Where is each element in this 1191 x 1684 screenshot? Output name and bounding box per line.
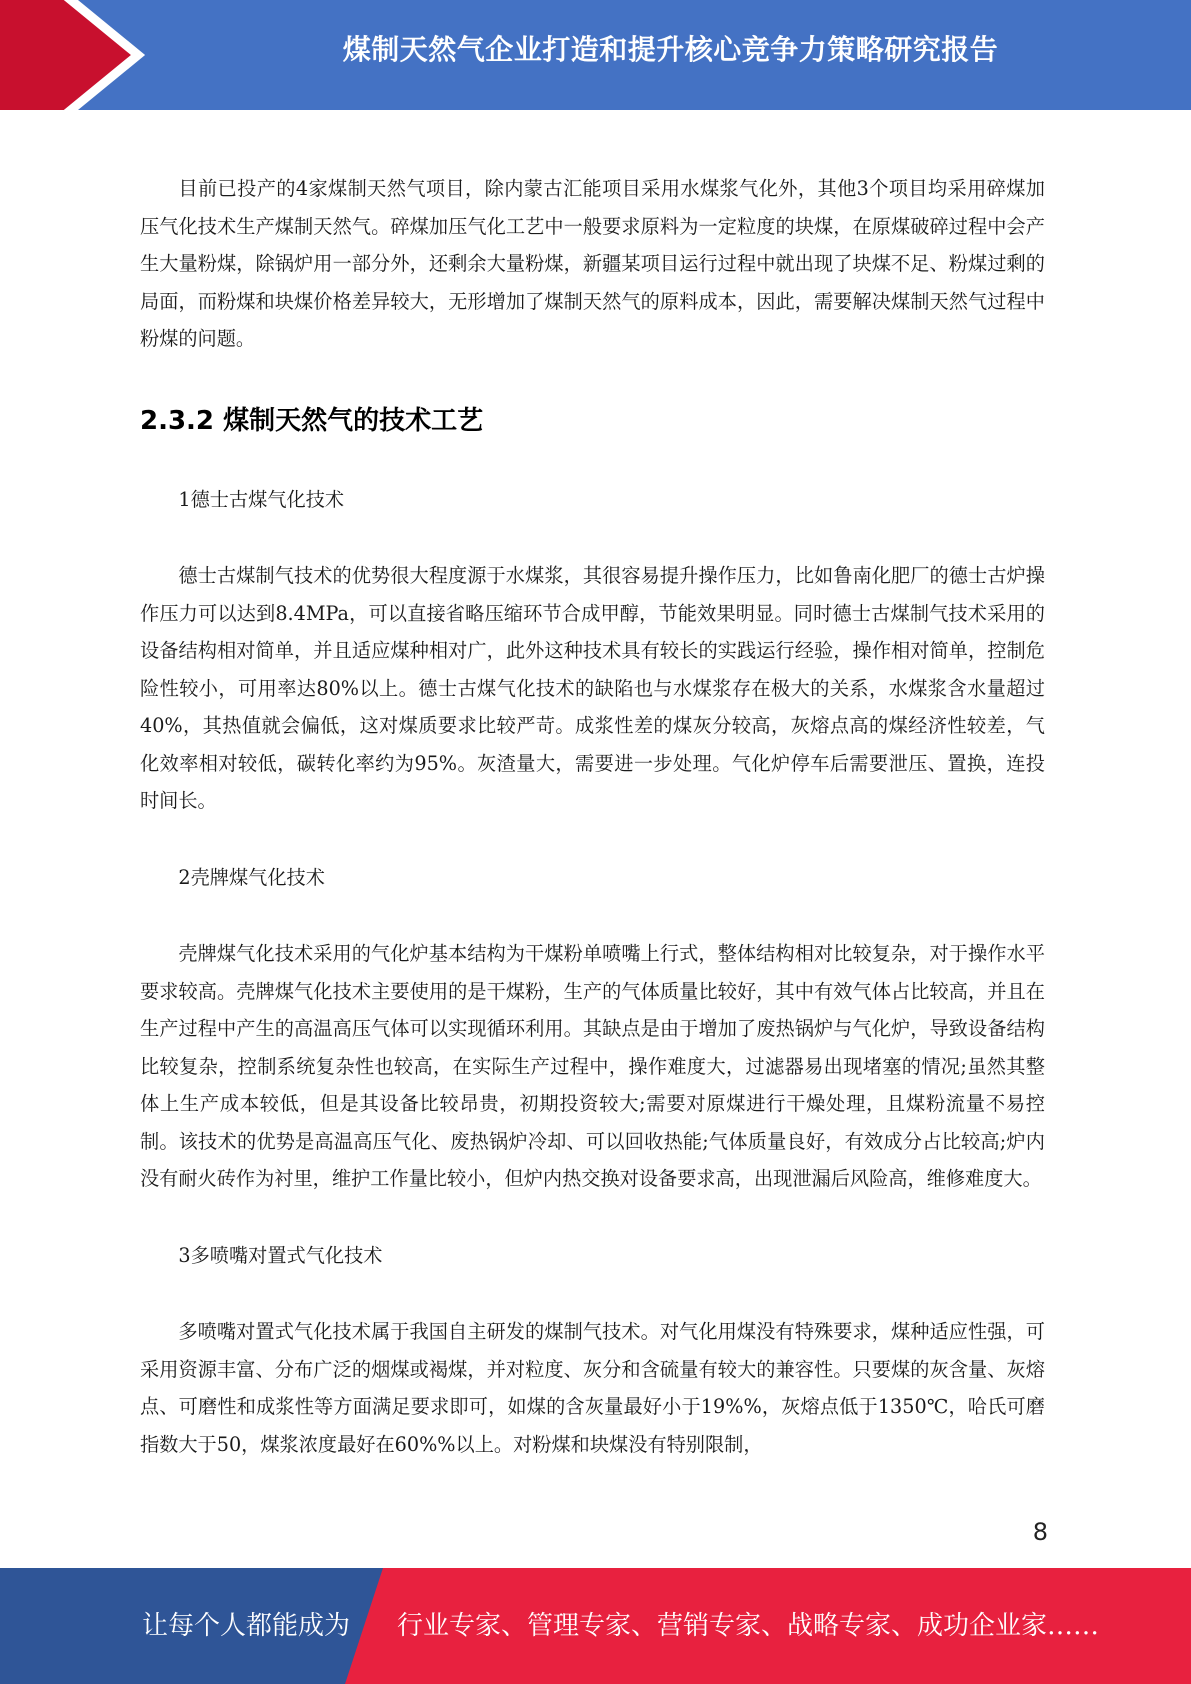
subsection-title-texaco: 1德士古煤气化技术 [178, 487, 345, 511]
subsection-body-multi-nozzle: 多喷嘴对置式气化技术属于我国自主研发的煤制气技术。对气化用煤没有特殊要求，煤种适应性强，可采用资源丰富、分布广泛的烟煤或褐煤，并对粒度、灰分和含硫量有较大的兼容性。只要煤的灰含量、灰熔点、可磨性和成浆性等方面满足要求即可，如煤的含灰量最好小于19%%，灰熔点低于1350℃，哈氏可磨指数大于50，煤浆浓度最好在60%%以上。对粉煤和块煤没有特别限制， [140, 1320, 1045, 1456]
subsection-body-texaco: 德士古煤制气技术的优势很大程度源于水煤浆，其很容易提升操作压力，比如鲁南化肥厂的德士古炉操作压力可以达到8.4MPa，可以直接省略压缩环节合成甲醇，节能效果明显。同时德士古煤制气技术采用的设备结构相对简单，并且适应煤种相对广，此外这种技术具有较长的实践运行经验，操作相对简单，控制危险性较小，可用率达80%以上。德士古煤气化技术的缺陷也与水煤浆存在极大的关系，水煤浆含水量超过40%，其热值就会偏低，这对煤质要求比较严苛。成浆性差的煤灰分较高，灰熔点高的煤经济性较差，气化效率相对较低，碳转化率约为95%。灰渣量大，需要进一步处理。气化炉停车后需要泄压、置换，连投时间长。 [140, 564, 1045, 812]
subsection-body-shell: 壳牌煤气化技术采用的气化炉基本结构为干煤粉单喷嘴上行式，整体结构相对比较复杂，对于操作水平要求较高。壳牌煤气化技术主要使用的是干煤粉，生产的气体质量比较好，其中有效气体占比较高，并且在生产过程中产生的高温高压气体可以实现循环利用。其缺点是由于增加了废热锅炉与气化炉，导致设备结构比较复杂，控制系统复杂性也较高，在实际生产过程中，操作难度大，过滤器易出现堵塞的情况;虽然其整体上生产成本较低，但是其设备比较昂贵，初期投资较大;需要对原煤进行干燥处理，且煤粉流量不易控制。该技术的优势是高温高压气化、废热锅炉冷却、可以回收热能;气体质量良好，有效成分占比较高;炉内没有耐火砖作为衬里，维护工作量比较小，但炉内热交换对设备要求高，出现泄漏后风险高，维修难度大。 [140, 942, 1045, 1190]
page-footer [0, 1568, 1191, 1684]
subsection-title-multi-nozzle: 3多喷嘴对置式气化技术 [178, 1243, 383, 1267]
page-number: 8 [1032, 1518, 1048, 1546]
page-header [0, 0, 1191, 110]
footer-slogan-left: 让每个人都能成为 [142, 1611, 351, 1641]
footer-slogan-right: 行业专家、管理专家、营销专家、战略专家、成功企业家…… [397, 1611, 1100, 1641]
section-heading: 2.3.2 煤制天然气的技术工艺 [140, 405, 484, 436]
intro-paragraph: 目前已投产的4家煤制天然气项目，除内蒙古汇能项目采用水煤浆气化外，其他3个项目均采用碎煤加压气化技术生产煤制天然气。碎煤加压气化工艺中一般要求原料为一定粒度的块煤，在原煤破碎过程中会产生大量粉煤，除锅炉用一部分外，还剩余大量粉煤，新疆某项目运行过程中就出现了块煤不足、粉煤过剩的局面，而粉煤和块煤价格差异较大，无形增加了煤制天然气的原料成本，因此，需要解决煤制天然气过程中粉煤的问题。 [140, 177, 1045, 350]
document-body [140, 170, 1045, 1463]
header-chevron-icon [0, 0, 160, 110]
header-title: 煤制天然气企业打造和提升核心竞争力策略研究报告 [342, 33, 999, 66]
subsection-title-shell: 2壳牌煤气化技术 [178, 865, 325, 889]
